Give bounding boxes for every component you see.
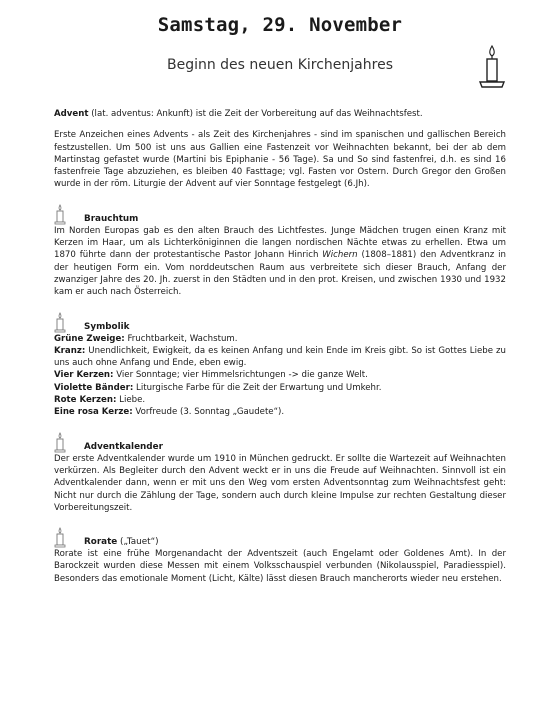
candle-icon bbox=[54, 432, 66, 453]
symbolik-item bbox=[54, 369, 506, 381]
intro-history: Erste Anzeichen eines Advents - als Zeit des Kirchenjahres - sind im spanischen und gallischen Bereich festzustellen. Um 500 ist uns aus Gallien eine Fastenzeit vor Weihnachten bekannt, bei der ab dem Martinstag gefastet wurde (Martini bis Epiphanie - 56 Tage). Sa und So sind fastenfrei, d.h. es sind 16 fastenfreie Tage abzuziehen, es bleiben 40 Fasttage; vgl. Fasten vor Ostern. Durch Gregor den Großen wurde in der röm. Liturgie der Advent auf vier Sonntage festgelegt (6.Jh). bbox=[54, 130, 506, 190]
symbolik-list bbox=[54, 333, 506, 419]
symbolik-term: Eine rosa Kerze: bbox=[54, 407, 133, 418]
section-heading: Brauchtum bbox=[84, 213, 139, 224]
symbolik-item bbox=[54, 345, 506, 370]
symbolik-text: Vier Sonntage; vier Himmelsrichtungen -> die ganze Welt. bbox=[113, 370, 368, 381]
section-adventkalender bbox=[54, 431, 506, 514]
rorate-text: Rorate ist eine frühe Morgenandacht der Adventszeit (auch Engelamt oder Goldenes Amt). In der Barockzeit wurden diese Messen mit einem Volksschauspiel verbunden (Nikolausspiel, Paradiesspiel). Besonders das emotionale Moment (Licht, Kälte) lässt diesen Brauch mancherorts wieder neu erstehen. bbox=[54, 549, 506, 584]
brauchtum-text bbox=[54, 225, 506, 299]
symbolik-text: Fruchtbarkeit, Wachstum. bbox=[124, 333, 238, 344]
brauchtum-name: Wichern bbox=[322, 250, 358, 261]
section-heading: Adventkalender bbox=[84, 441, 163, 452]
rorate-heading: Rorate bbox=[84, 537, 118, 548]
candle-icon bbox=[54, 204, 66, 225]
adventkalender-text: Der erste Adventkalender wurde um 1910 in München gedruckt. Er sollte die Wartezeit auf Weihnachten verkürzen. Als Begleiter durch den Advent weckt er in uns die Freude auf Weihnachten. Sinnvoll ist ein Adventkalender dann, wenn er mit uns den Weg vom ersten Adventsonntag zum Weihnachtsfest geht: Nicht nur durch die Zählung der Tage, sondern auch durch kleine Impulse zur rechten Gestaltung dieser Vorbereitungszeit. bbox=[54, 453, 506, 513]
symbolik-item bbox=[54, 406, 506, 418]
intro-definition-text: (lat. adventus: Ankunft) ist die Zeit der Vorbereitung auf das Weihnachtsfest. bbox=[91, 109, 423, 119]
symbolik-text: Vorfreude (3. Sonntag „Gaudete“). bbox=[132, 407, 285, 418]
section-header bbox=[54, 203, 506, 225]
section-header bbox=[54, 431, 506, 453]
symbolik-item bbox=[54, 394, 506, 406]
section-heading: Symbolik bbox=[84, 321, 130, 332]
symbolik-term: Rote Kerzen: bbox=[54, 395, 117, 406]
section-brauchtum bbox=[54, 203, 506, 299]
rorate-heading-suffix: („Tauet“) bbox=[117, 537, 159, 548]
intro-definition bbox=[54, 108, 506, 120]
page-subtitle: Beginn des neuen Kirchenjahres bbox=[166, 57, 393, 73]
symbolik-text: Unendlichkeit, Ewigkeit, da es keinen Anfang und kein Ende im Kreis gibt. So ist Gottes Liebe zu uns auch ohne Anfang und Ende, eben ewig. bbox=[54, 345, 506, 369]
symbolik-text: Liebe. bbox=[116, 395, 146, 406]
symbolik-term: Vier Kerzen: bbox=[54, 370, 114, 381]
brauchtum-text-part1: Im Norden Europas gab es den alten Brauch des Lichtfestes. Junge Mädchen trugen einen Kranz mit Kerzen im Haar, um als Lichterköniginnen die langen nordischen Nächte etwas zu erhellen. Etwa um 1870 führte dann der protestantische Pastor Johann Hinrich bbox=[54, 225, 506, 261]
symbolik-term: Kranz: bbox=[54, 345, 86, 356]
symbolik-text: Liturgische Farbe für die Zeit der Erwartung und Umkehr. bbox=[133, 382, 382, 393]
page-title: Samstag, 29. November bbox=[157, 14, 403, 36]
candle-icon bbox=[54, 527, 66, 548]
brauchtum-text-part2: (1808–1881) den Adventkranz in der heutigen Form ein. Vom norddeutschen Raum aus verbreitete sich dieser Brauch, Anfang der zwanziger Jahre des 20. Jh. zuerst in den Städten und in den prot. Kreisen, und zwischen 1930 und 1932 kam er auch nach Österreich. bbox=[54, 250, 506, 298]
section-rorate bbox=[54, 526, 506, 585]
section-header bbox=[54, 526, 506, 548]
section-symbolik bbox=[54, 311, 506, 419]
section-header bbox=[54, 311, 506, 333]
symbolik-term: Violette Bänder: bbox=[54, 382, 134, 393]
document-body bbox=[54, 108, 506, 585]
symbolik-term: Grüne Zweige: bbox=[54, 333, 125, 344]
symbolik-item bbox=[54, 333, 506, 345]
symbolik-item bbox=[54, 382, 506, 394]
candle-icon bbox=[54, 312, 66, 333]
intro-term: Advent bbox=[54, 109, 89, 119]
section-heading bbox=[84, 536, 159, 548]
candle-icon bbox=[477, 44, 507, 90]
